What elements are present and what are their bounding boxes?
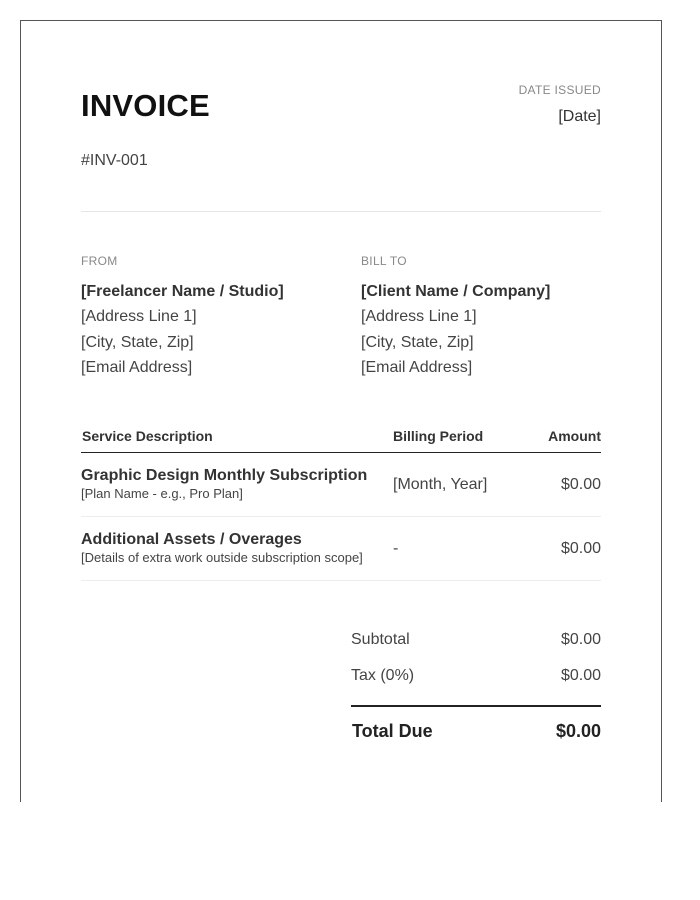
date-issued-label: DATE ISSUED xyxy=(518,83,601,97)
tax-label: Tax (0%) xyxy=(351,667,415,684)
bill-to-email-line: [Email Address] xyxy=(361,359,473,376)
total-due-row xyxy=(351,721,601,745)
totals-block xyxy=(351,629,601,741)
bill-to-name: [Client Name / Company] xyxy=(361,283,551,300)
header-service-description: Service Description xyxy=(82,428,213,444)
bill-to-address-line: [Address Line 1] xyxy=(361,308,477,325)
table-row xyxy=(81,453,601,517)
header-billing-period: Billing Period xyxy=(393,428,484,444)
total-due-value: $0.00 xyxy=(555,721,601,741)
row-service-subtitle: [Plan Name - e.g., Pro Plan] xyxy=(81,486,243,501)
from-city-line: [City, State, Zip] xyxy=(81,333,194,351)
total-divider xyxy=(351,705,601,707)
row-service-title: Additional Assets / Overages xyxy=(81,531,302,548)
tax-row xyxy=(351,665,601,701)
invoice-number: #INV-001 xyxy=(81,152,148,169)
from-label: FROM xyxy=(81,254,118,268)
row-service-title: Graphic Design Monthly Subscription xyxy=(81,467,368,484)
total-due-label: Total Due xyxy=(352,721,433,741)
services-table xyxy=(81,426,601,581)
row-billing-period: - xyxy=(393,540,399,557)
invoice-sheet xyxy=(20,20,662,802)
bill-to-block xyxy=(361,254,601,381)
row-amount: $0.00 xyxy=(560,540,601,557)
subtotal-value: $0.00 xyxy=(560,631,601,648)
table-header xyxy=(81,426,601,453)
date-issued-value: [Date] xyxy=(558,108,601,125)
subtotal-row xyxy=(351,629,601,665)
from-address-line: [Address Line 1] xyxy=(81,308,197,325)
invoice-title: INVOICE xyxy=(81,88,210,123)
row-service-subtitle: [Details of extra work outside subscription scope] xyxy=(81,550,363,565)
from-name: [Freelancer Name / Studio] xyxy=(81,283,284,300)
header-divider xyxy=(81,211,601,212)
tax-value: $0.00 xyxy=(560,667,601,684)
table-row xyxy=(81,517,601,581)
row-billing-period: [Month, Year] xyxy=(393,476,488,493)
bill-to-city-line: [City, State, Zip] xyxy=(361,333,474,351)
row-amount: $0.00 xyxy=(560,476,601,493)
bill-to-label: BILL TO xyxy=(361,254,407,268)
header-amount: Amount xyxy=(548,428,601,444)
from-block xyxy=(81,254,321,381)
from-email-line: [Email Address] xyxy=(81,359,193,376)
subtotal-label: Subtotal xyxy=(351,631,410,648)
